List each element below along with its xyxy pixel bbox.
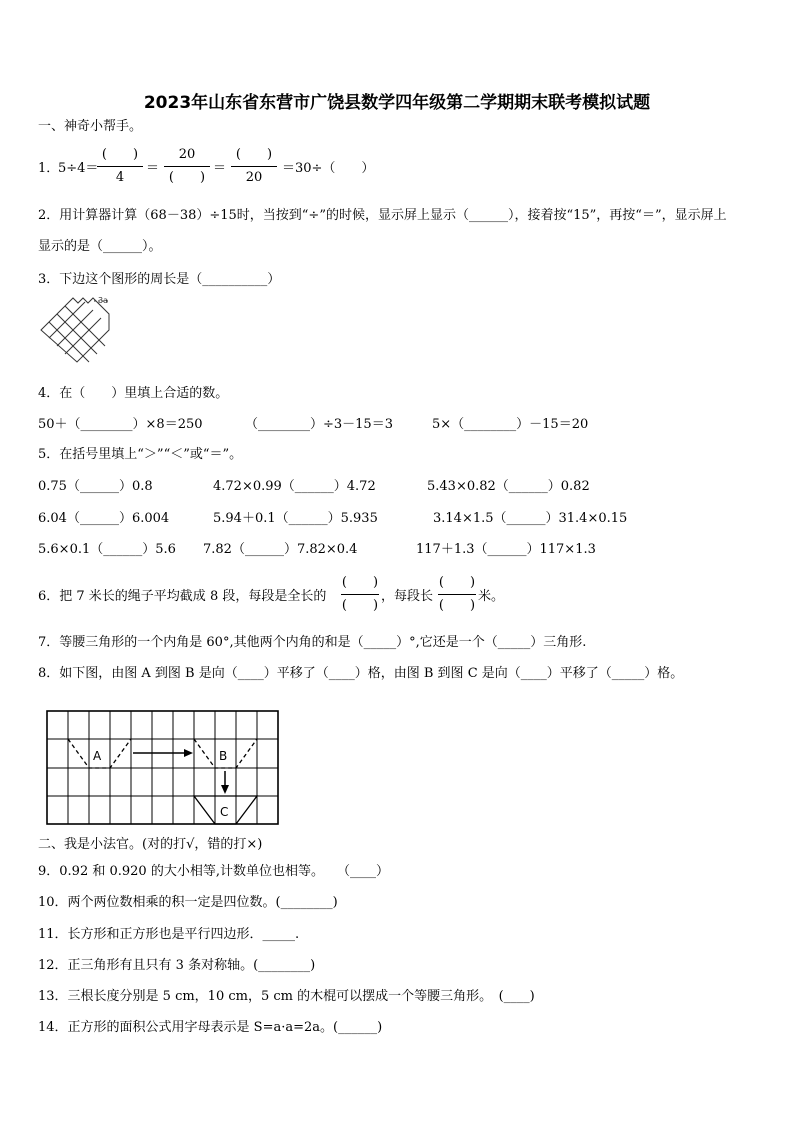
label-b: B — [219, 749, 228, 763]
q5-row1-col1: 0.75（______）0.8 — [38, 479, 153, 494]
q12-text: 12．正三角形有且只有 3 条对称轴。(________) — [38, 958, 316, 973]
q3-figure-label: 3a — [98, 296, 108, 305]
q2-line-1: 2．用计算器计算（68－38）÷15时，当按到“÷”的时候，显示屏上显示（______），接着按“15”，再按“＝”，显示屏上 — [38, 208, 727, 223]
staircase-outline — [41, 298, 109, 362]
arrow-right-head — [184, 749, 193, 757]
q4-item-c: 5×（________）－15＝20 — [432, 417, 589, 432]
q1-start: 5÷4＝ — [58, 161, 99, 176]
q6-part1: 6．把 7 米长的绳子平均截成 8 段，每段是全长的 — [38, 589, 327, 604]
q5-row1-col2: 4.72×0.99（______）4.72 — [213, 479, 376, 494]
q1-fraction-3 — [231, 146, 277, 187]
q1-f2-numerator: 20 — [178, 147, 196, 162]
q5-row2-col3: 3.14×1.5（______）31.4×0.15 — [433, 511, 628, 526]
q5-row2-col1: 6.04（______）6.004 — [38, 511, 170, 526]
section1-heading: 一、神奇小帮手。 — [38, 119, 143, 134]
q5-row3-col3: 117＋1.3（______）117×1.3 — [416, 542, 596, 557]
q1-number: 1． — [38, 161, 60, 176]
q1-f1-numerator[interactable]: ( ) — [101, 147, 139, 162]
grid-line — [57, 314, 97, 354]
grid — [47, 711, 278, 824]
q5-row3-col1: 5.6×0.1（______）5.6 — [38, 542, 176, 557]
arrow-down-head — [221, 785, 229, 794]
label-a: A — [93, 749, 102, 763]
q8-grid-figure — [45, 709, 281, 829]
q2-line-2: 显示的是（______）。 — [38, 239, 162, 254]
q1-equals-1: ＝ — [146, 161, 160, 176]
q5-text: 5．在括号里填上“＞”“＜”或“＝”。 — [38, 447, 243, 462]
q1-f3-numerator[interactable]: ( ) — [235, 147, 273, 162]
fraction-bar — [231, 166, 277, 167]
q4-text: 4．在（ ）里填上合适的数。 — [38, 386, 229, 401]
q1-f3-denominator: 20 — [245, 170, 263, 185]
q4-item-b: （________）÷3－15＝3 — [245, 417, 393, 432]
q11-text: 11．长方形和正方形也是平行四边形．_____. — [38, 927, 300, 942]
section2-heading: 二、我是小法官。(对的打√，错的打×) — [38, 837, 263, 852]
q6-part3: 米。 — [478, 589, 505, 604]
q1-f1-denominator: 4 — [115, 170, 125, 185]
q8-text: 8．如下图，由图 A 到图 B 是向（____）平移了（____）格，由图 B 到图 C 是向（____）平移了（_____）格。 — [38, 666, 684, 681]
q14-text: 14．正方形的面积公式用字母表示是 S=a·a=2a。(______) — [38, 1020, 383, 1035]
q7-text: 7．等腰三角形的一个内角是 60°,其他两个内角的和是（_____）°,它还是一个（_____）三角形. — [38, 635, 587, 650]
q6-f2-numerator[interactable]: ( ) — [438, 575, 476, 590]
q1-end: ＝30÷（ ） — [282, 161, 375, 176]
q5-row2-col2: 5.94＋0.1（______）5.935 — [213, 511, 378, 526]
q5-row1-col3: 5.43×0.82（______）0.82 — [427, 479, 590, 494]
q6-fraction-1 — [341, 574, 379, 615]
q6-f2-denominator[interactable]: ( ) — [438, 598, 476, 613]
page-title: 2023年山东省东营市广饶县数学四年级第二学期期末联考模拟试题 — [143, 93, 651, 113]
q1-equals-2: ＝ — [213, 161, 227, 176]
q3-figure — [36, 293, 116, 369]
q1-fraction-2 — [164, 146, 210, 187]
grid-line — [65, 306, 105, 346]
fraction-bar — [438, 594, 476, 595]
q6-fraction-2 — [438, 574, 476, 615]
q10-text: 10．两个两位数相乘的积一定是四位数。(________) — [38, 895, 338, 910]
q6-f1-denominator[interactable]: ( ) — [341, 598, 379, 613]
q9-text: 9．0.92 和 0.920 的大小相等,计数单位也相等。 （____） — [38, 864, 389, 879]
q6-part2: ，每段长 — [381, 589, 434, 604]
q1-f2-denominator[interactable]: ( ) — [168, 170, 206, 185]
q13-text: 13．三根长度分别是 5 cm，10 cm，5 cm 的木棍可以摆成一个等腰三角形。 (____) — [38, 989, 535, 1004]
q3-text: 3．下边这个图形的周长是（__________） — [38, 272, 281, 287]
q6-f1-numerator[interactable]: ( ) — [341, 575, 379, 590]
q1-fraction-1 — [97, 146, 143, 187]
fraction-bar — [341, 594, 379, 595]
q5-row3-col2: 7.82（______）7.82×0.4 — [203, 542, 358, 557]
fraction-bar — [164, 166, 210, 167]
fraction-bar — [97, 166, 143, 167]
label-c: C — [220, 805, 229, 819]
q4-item-a: 50＋（________）×8＝250 — [38, 417, 203, 432]
